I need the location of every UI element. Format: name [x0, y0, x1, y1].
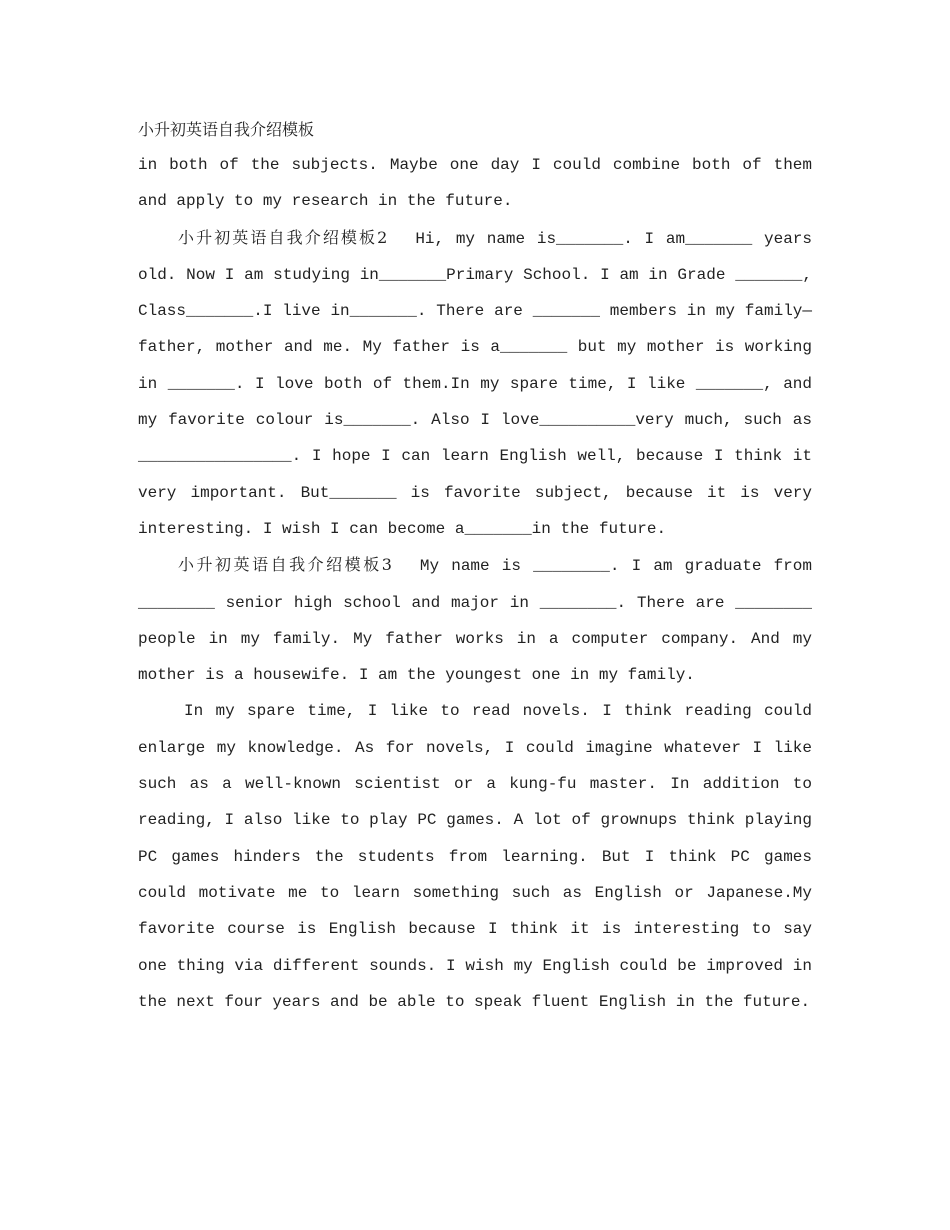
paragraph-text: in both of the subjects. Maybe one day I could combine both of them and apply to my research in the future. [138, 156, 812, 211]
paragraph-text: My name is ________. I am graduate from ________ senior high school and major in ________. There are ________ people in my family. My father works in a computer company. And my mother is a housewife. I am the youngest one in my family. [138, 557, 812, 685]
paragraph-text: Hi, my name is_______. I am_______ years old. Now I am studying in_______Primary School. I am in Grade _______, Class_______.I live in_______. There are _______ members in my family—father, mother and me. My father is a_______ but my mother is working in _______. I love both of them.In my spare time, I like _______, and my favorite colour is_______. Also I love__________very much, such as ________________. I hope I can learn English well, because I think it very important. But_______ is favorite subject, because it is very interesting. I wish I can become a_______in the future. [138, 229, 812, 538]
document-body [138, 113, 812, 1020]
document-title: 小升初英语自我介绍模板 [138, 120, 315, 139]
paragraph-hobbies [138, 693, 812, 1020]
section-heading: 小升初英语自我介绍模板2 [178, 227, 388, 247]
paragraph-template-2 [138, 220, 812, 548]
paragraph-text: In my spare time, I like to read novels. I think reading could enlarge my knowledge. As for novels, I could imagine whatever I like such as a well-known scientist or a kung-fu master. In addition to reading, I also like to play PC games. A lot of grownups think playing PC games hinders the students from learning. But I think PC games could motivate me to learn something such as English or Japanese.My favorite course is English because I think it is interesting to say one thing via different sounds. I wish my English could be improved in the next four years and be able to speak fluent English in the future. [138, 702, 812, 1011]
paragraph-template-3 [138, 547, 812, 693]
section-heading: 小升初英语自我介绍模板3 [178, 555, 392, 575]
paragraph-continuation [138, 147, 812, 220]
